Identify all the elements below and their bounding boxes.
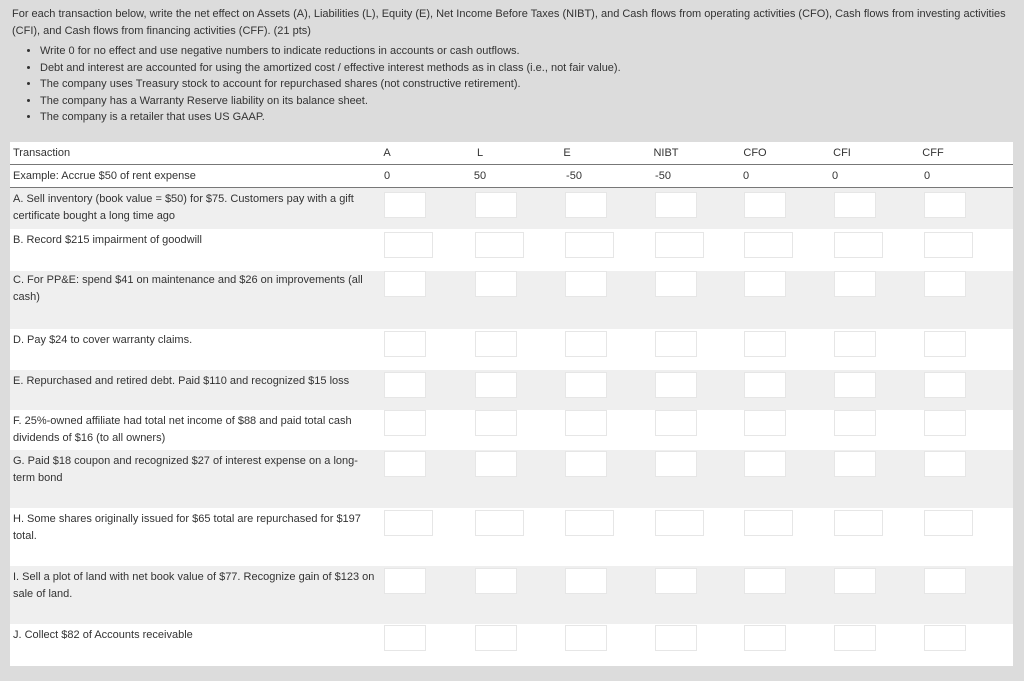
answer-e-input[interactable] bbox=[565, 271, 607, 297]
answer-a-input[interactable] bbox=[384, 192, 426, 218]
answer-cfi-input[interactable] bbox=[834, 625, 876, 651]
answer-l-input[interactable] bbox=[475, 625, 517, 651]
answer-e-input[interactable] bbox=[565, 625, 607, 651]
header-cff: CFF bbox=[922, 147, 944, 159]
answer-nibt-input[interactable] bbox=[655, 372, 697, 398]
answer-cfi-input[interactable] bbox=[834, 271, 876, 297]
answer-cfi-input[interactable] bbox=[834, 410, 876, 436]
answer-cff-input[interactable] bbox=[924, 625, 966, 651]
answer-e-input[interactable] bbox=[565, 410, 607, 436]
answer-l-input[interactable] bbox=[475, 192, 517, 218]
answer-cfi-input[interactable] bbox=[834, 192, 876, 218]
answer-l-input[interactable] bbox=[475, 451, 517, 477]
answer-cfo-input[interactable] bbox=[744, 410, 786, 436]
transaction-label: E. Repurchased and retired debt. Paid $110 and recognized $15 loss bbox=[13, 375, 350, 387]
transaction-row bbox=[10, 450, 1013, 508]
header-nibt: NIBT bbox=[653, 147, 679, 159]
answer-cff-input[interactable] bbox=[924, 372, 966, 398]
answer-e-input[interactable] bbox=[565, 232, 614, 258]
answer-e-input[interactable] bbox=[565, 372, 607, 398]
answer-e-input[interactable] bbox=[565, 331, 607, 357]
answer-cfi-input[interactable] bbox=[834, 451, 876, 477]
answer-cff-input[interactable] bbox=[924, 271, 966, 297]
header-a: A bbox=[383, 147, 391, 159]
answer-cfo-input[interactable] bbox=[744, 192, 786, 218]
answer-cfi-input[interactable] bbox=[834, 568, 876, 594]
transaction-table bbox=[10, 142, 1013, 666]
transaction-label: J. Collect $82 of Accounts receivable bbox=[13, 629, 193, 641]
header-cfo: CFO bbox=[743, 147, 767, 159]
header-l: L bbox=[476, 147, 484, 159]
answer-cfo-input[interactable] bbox=[744, 510, 793, 536]
answer-a-input[interactable] bbox=[384, 271, 426, 297]
instruction-bullet: • Debt and interest are accounted for using the amortized cost / effective interest methods as in class (i.e., not fair value). bbox=[40, 60, 1012, 77]
answer-nibt-input[interactable] bbox=[655, 625, 697, 651]
transaction-label: B. Record $215 impairment of goodwill bbox=[13, 234, 202, 246]
answer-cfi-input[interactable] bbox=[834, 372, 876, 398]
transaction-label: A. Sell inventory (book value = $50) for $75. Customers pay with a gift certificate bought a long time ago bbox=[13, 193, 354, 222]
answer-a-input[interactable] bbox=[384, 568, 426, 594]
table-header bbox=[10, 142, 1013, 165]
example-l: 50 bbox=[473, 170, 487, 182]
answer-a-input[interactable] bbox=[384, 510, 433, 536]
answer-l-input[interactable] bbox=[475, 372, 517, 398]
answer-cff-input[interactable] bbox=[924, 451, 966, 477]
transaction-label: I. Sell a plot of land with net book value of $77. Recognize gain of $123 on sale of land. bbox=[13, 571, 375, 600]
transaction-label: G. Paid $18 coupon and recognized $27 of interest expense on a long-term bond bbox=[13, 455, 358, 484]
instruction-bullet: • The company has a Warranty Reserve liability on its balance sheet. bbox=[40, 93, 1012, 110]
instructions-intro: For each transaction below, write the net effect on Assets (A), Liabilities (L), Equity (E), Net Income Before Taxes (NIBT), and Cash flows from operating activities (CFO), Cash flows from investing activities (CFI), and Cash flows from financing activities (CFF). (21 pts) bbox=[12, 8, 1006, 37]
transaction-row bbox=[10, 271, 1013, 329]
answer-a-input[interactable] bbox=[384, 625, 426, 651]
answer-cfo-input[interactable] bbox=[744, 372, 786, 398]
answer-a-input[interactable] bbox=[384, 410, 426, 436]
answer-cff-input[interactable] bbox=[924, 410, 966, 436]
answer-cfo-input[interactable] bbox=[744, 568, 786, 594]
transaction-row bbox=[10, 566, 1013, 624]
transaction-row bbox=[10, 229, 1013, 271]
header-cfi: CFI bbox=[833, 147, 851, 159]
instruction-bullet: • The company uses Treasury stock to account for repurchased shares (not constructive retirement). bbox=[40, 76, 1012, 93]
example-row bbox=[10, 165, 1013, 188]
instructions bbox=[12, 6, 1012, 126]
answer-a-input[interactable] bbox=[384, 232, 433, 258]
header-e: E bbox=[563, 147, 571, 159]
answer-nibt-input[interactable] bbox=[655, 510, 704, 536]
answer-cff-input[interactable] bbox=[924, 192, 966, 218]
answer-nibt-input[interactable] bbox=[655, 451, 697, 477]
example-nibt: -50 bbox=[655, 170, 671, 182]
transaction-row bbox=[10, 410, 1013, 450]
transaction-row bbox=[10, 329, 1013, 370]
transaction-label: C. For PP&E: spend $41 on maintenance and $26 on improvements (all cash) bbox=[13, 274, 363, 303]
answer-nibt-input[interactable] bbox=[655, 568, 697, 594]
answer-l-input[interactable] bbox=[475, 568, 517, 594]
example-cfo: 0 bbox=[742, 170, 750, 182]
answer-l-input[interactable] bbox=[475, 331, 517, 357]
transaction-label: D. Pay $24 to cover warranty claims. bbox=[13, 334, 193, 346]
answer-a-input[interactable] bbox=[384, 372, 426, 398]
answer-e-input[interactable] bbox=[565, 510, 614, 536]
answer-e-input[interactable] bbox=[565, 192, 607, 218]
answer-cff-input[interactable] bbox=[924, 568, 966, 594]
answer-cff-input[interactable] bbox=[924, 331, 966, 357]
answer-nibt-input[interactable] bbox=[655, 232, 704, 258]
transaction-row bbox=[10, 188, 1013, 229]
example-cff: 0 bbox=[923, 170, 931, 182]
answer-cfi-input[interactable] bbox=[834, 331, 876, 357]
answer-e-input[interactable] bbox=[565, 451, 607, 477]
transaction-label: H. Some shares originally issued for $65 total are repurchased for $197 total. bbox=[13, 513, 361, 542]
answer-l-input[interactable] bbox=[475, 510, 524, 536]
answer-a-input[interactable] bbox=[384, 331, 426, 357]
answer-cff-input[interactable] bbox=[924, 510, 973, 536]
answer-e-input[interactable] bbox=[565, 568, 607, 594]
answer-cfo-input[interactable] bbox=[744, 451, 786, 477]
example-e: -50 bbox=[566, 170, 582, 182]
answer-nibt-input[interactable] bbox=[655, 410, 697, 436]
transaction-row bbox=[10, 370, 1013, 410]
example-label: Example: Accrue $50 of rent expense bbox=[13, 170, 196, 182]
answer-l-input[interactable] bbox=[475, 271, 517, 297]
transaction-label: F. 25%-owned affiliate had total net income of $88 and paid total cash dividends of $16 (to all owners) bbox=[13, 415, 352, 444]
example-cfi: 0 bbox=[831, 170, 839, 182]
instruction-bullet: • Write 0 for no effect and use negative numbers to indicate reductions in accounts or cash outflows. bbox=[40, 43, 1012, 60]
answer-cfo-input[interactable] bbox=[744, 331, 786, 357]
answer-a-input[interactable] bbox=[384, 451, 426, 477]
answer-cfi-input[interactable] bbox=[834, 510, 883, 536]
answer-cfo-input[interactable] bbox=[744, 271, 786, 297]
example-a: 0 bbox=[383, 170, 391, 182]
answer-nibt-input[interactable] bbox=[655, 192, 697, 218]
answer-cfo-input[interactable] bbox=[744, 232, 793, 258]
answer-cfo-input[interactable] bbox=[744, 625, 786, 651]
answer-cfi-input[interactable] bbox=[834, 232, 883, 258]
answer-nibt-input[interactable] bbox=[655, 271, 697, 297]
header-transaction: Transaction bbox=[13, 147, 71, 159]
answer-nibt-input[interactable] bbox=[655, 331, 697, 357]
instructions-bullets bbox=[12, 43, 1012, 126]
answer-l-input[interactable] bbox=[475, 410, 517, 436]
transaction-row bbox=[10, 624, 1013, 666]
answer-l-input[interactable] bbox=[475, 232, 524, 258]
instruction-bullet: • The company is a retailer that uses US GAAP. bbox=[40, 109, 1012, 126]
answer-cff-input[interactable] bbox=[924, 232, 973, 258]
transaction-row bbox=[10, 508, 1013, 566]
